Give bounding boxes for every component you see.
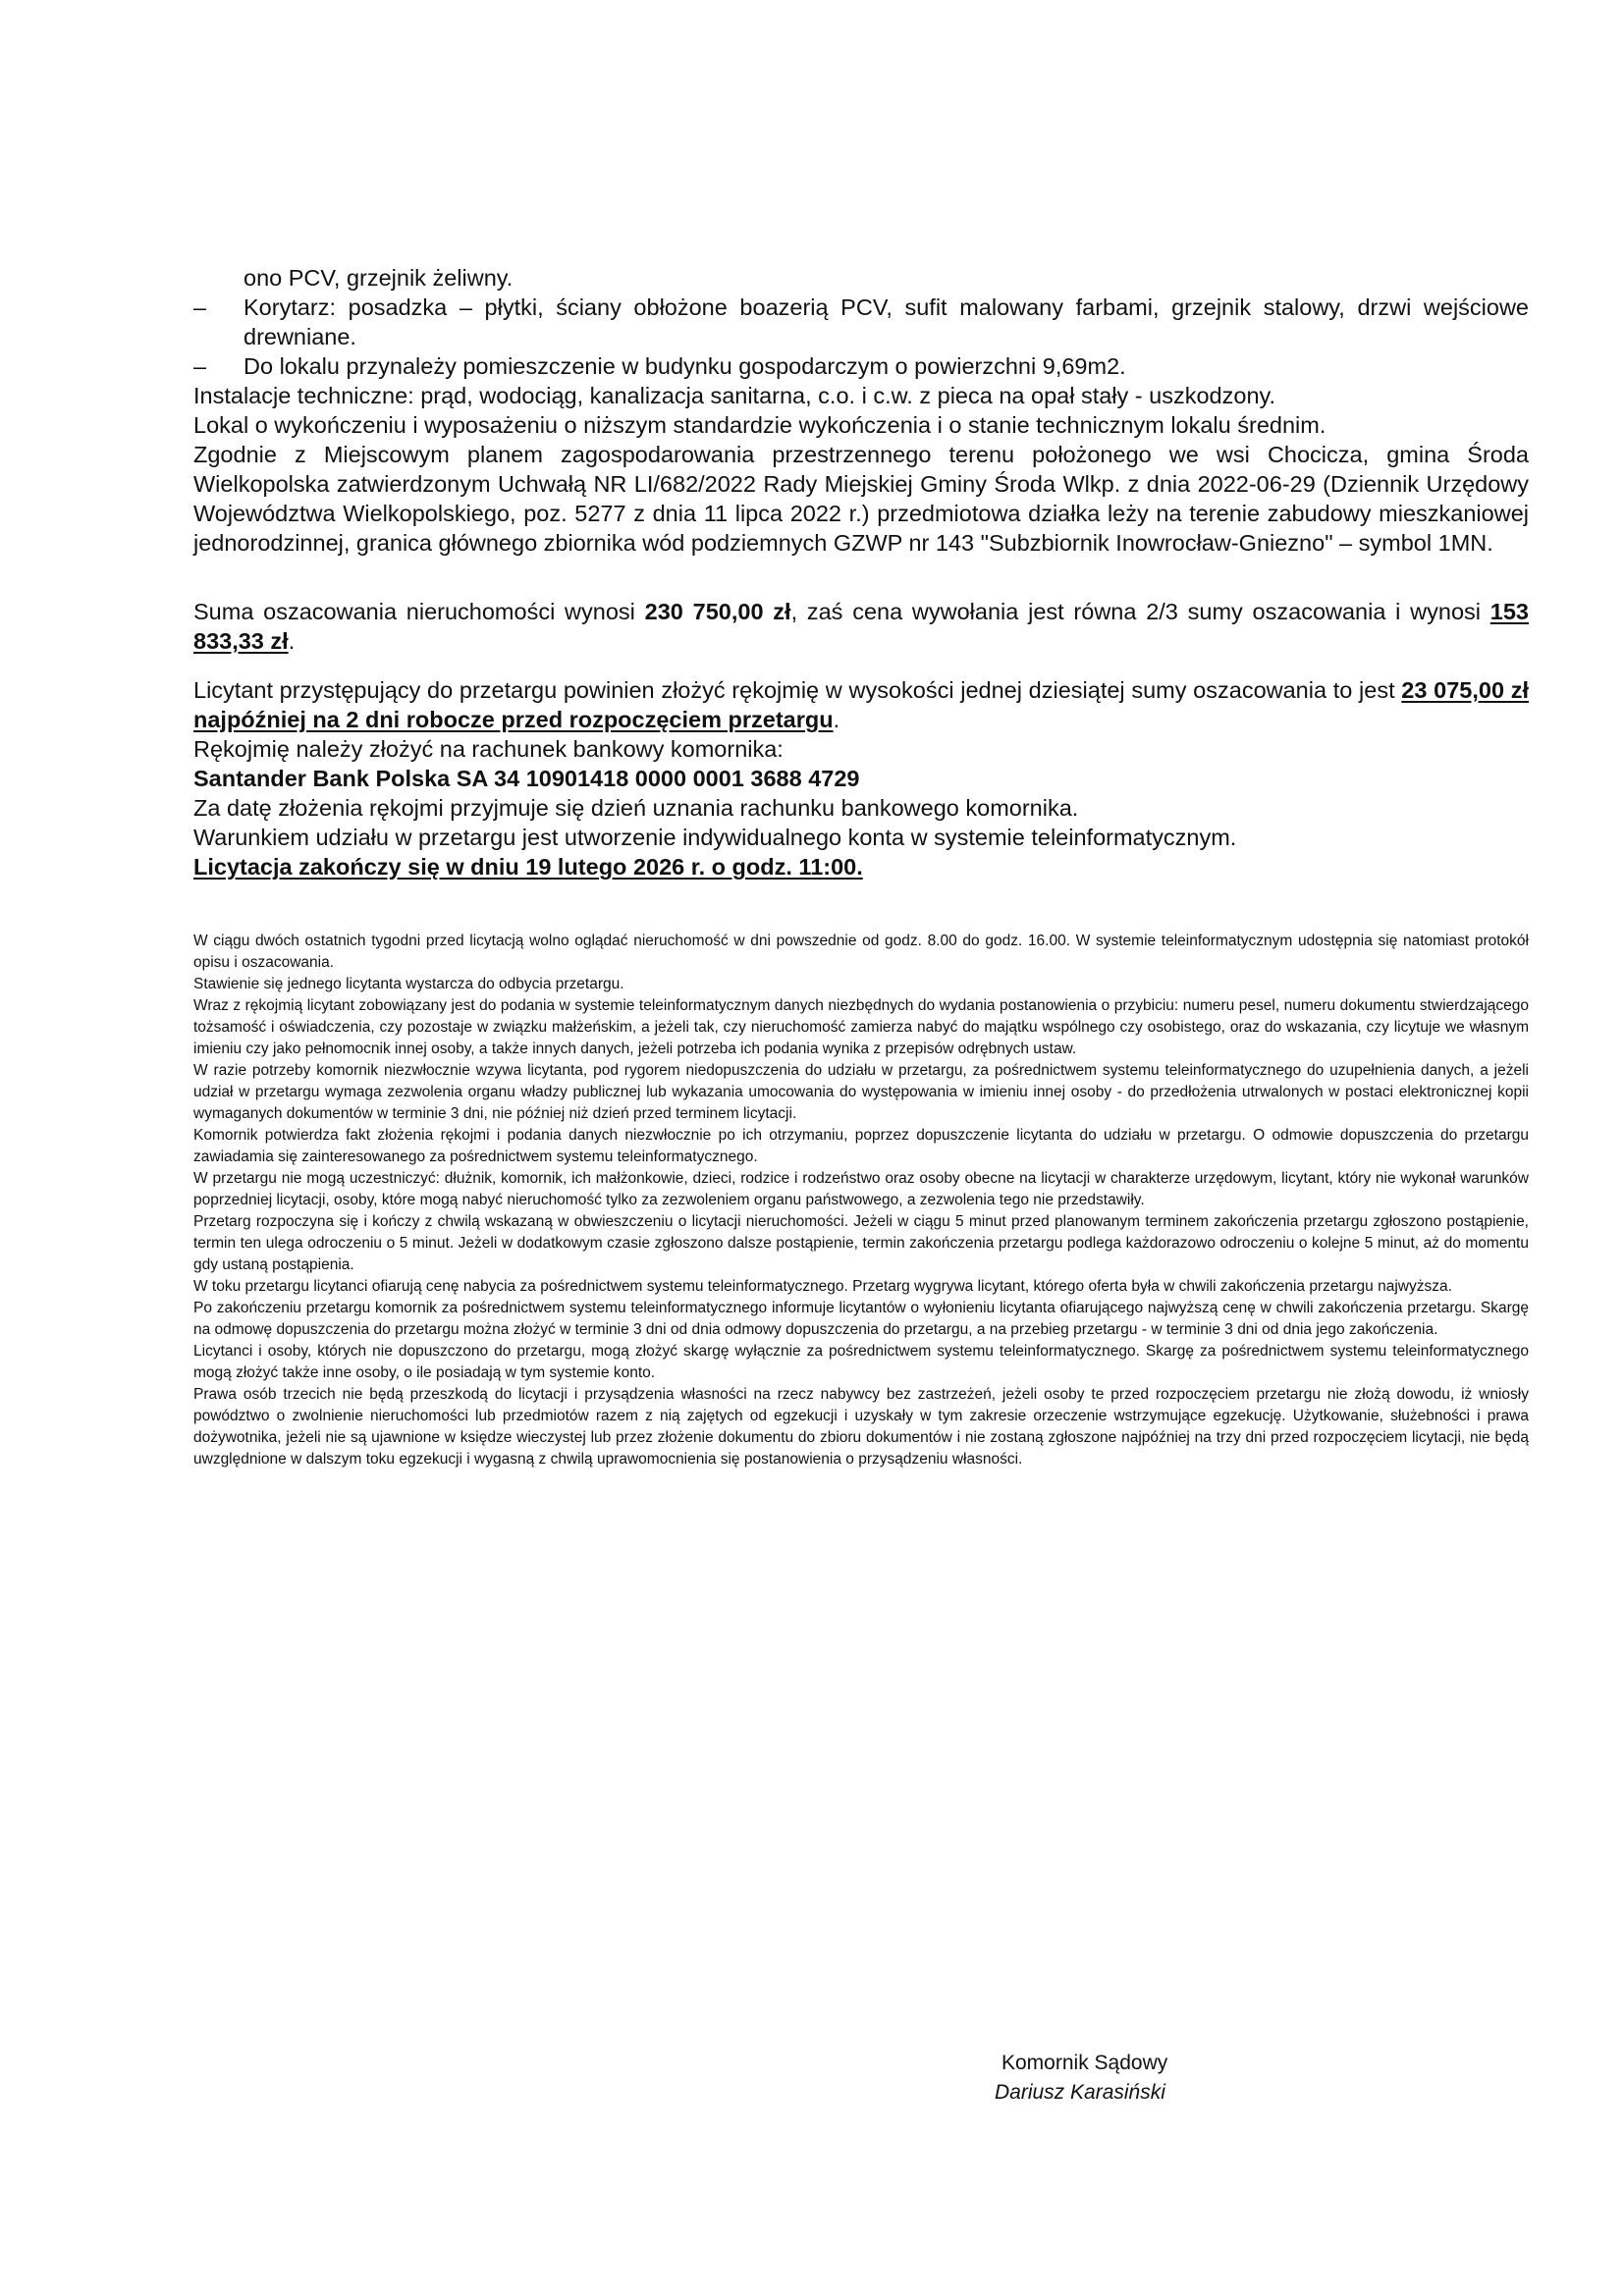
bullet-item-storage — [193, 351, 1529, 381]
valuation-paragraph — [193, 597, 1529, 656]
valuation-section — [193, 597, 1529, 656]
dash-bullet-icon: – — [193, 353, 207, 379]
deposit-text-after: . — [833, 707, 840, 732]
deposit-paragraph — [193, 675, 1529, 734]
deposit-section — [193, 675, 1529, 881]
term-paragraph: W toku przetargu licytanci ofiarują cenę nabycia za pośrednictwem systemu teleinformatycznego. Przetarg wygrywa licytant, którego oferta była w chwili zakończenia przetargu najwyższa. — [193, 1278, 1452, 1295]
standard-text: Lokal o wykończeniu i wyposażeniu o niższym standardzie wykończenia i o stanie technicznym lokalu średnim. — [193, 412, 1326, 438]
property-description — [193, 263, 1529, 558]
account-intro: Rękojmię należy złożyć na rachunek bankowy komornika: — [193, 736, 784, 762]
term-paragraph: W ciągu dwóch ostatnich tygodni przed licytacją wolno oglądać nieruchomość w dni powszednie od godz. 8.00 do godz. 16.00. W systemie teleinformatycznym udostępnia się natomiast protokół opisu i oszacowania. — [193, 933, 1529, 971]
deposit-date-rule: Za datę złożenia rękojmi przyjmuje się dzień uznania rachunku bankowego komornika. — [193, 795, 1079, 821]
valuation-text-before: Suma oszacowania nieruchomości wynosi — [193, 599, 645, 624]
valuation-text-after: . — [288, 628, 296, 654]
starting-price: 153 833,33 zł — [193, 599, 1529, 654]
term-paragraph: Stawienie się jednego licytanta wystarcza do odbycia przetargu. — [193, 976, 624, 992]
participation-rule: Warunkiem udziału w przetargu jest utworzenie indywidualnego konta w systemie teleinformatycznym. — [193, 825, 1237, 850]
auction-terms — [193, 931, 1529, 1470]
signature-block — [995, 2049, 1168, 2108]
auction-end-date: Licytacja zakończy się w dniu 19 lutego 2026 r. o godz. 11:00. — [193, 854, 863, 880]
deposit-terms: 23 075,00 zł najpóźniej na 2 dni robocze przed rozpoczęciem przetargu — [193, 677, 1529, 732]
description-continuation: ono PCV, grzejnik żeliwny. — [244, 265, 514, 291]
term-paragraph: Przetarg rozpoczyna się i kończy z chwilą wskazaną w obwieszczeniu o licytacji nieruchomości. Jeżeli w ciągu 5 minut przed planowanym terminem zakończenia przetargu zgłoszono postąpienie, termin ten ulega odroczeniu o 5 minut. Jeżeli w dodatkowym czasie zgłoszono dalsze postąpienie, termin zakończenia przetargu podlega każdorazowo odroczeniu o kolejne 5 minut, aż do momentu gdy ustaną postąpienia. — [193, 1213, 1529, 1273]
deposit-text-before: Licytant przystępujący do przetargu powinien złożyć rękojmię w wysokości jednej dziesiątej sumy oszacowania to jest — [193, 677, 1402, 703]
estimate-amount: 230 750,00 zł — [644, 599, 791, 624]
term-paragraph: Prawa osób trzecich nie będą przeszkodą do licytacji i przysądzenia własności na rzecz nabywcy bez zastrzeżeń, jeżeli osoby te przed rozpoczęciem przetargu nie złożą dowodu, iż wniosły powództwo o zwolnienie nieruchomości lub przedmiotów razem z nią zajętych od egzekucji i uzyskały w tym zakresie orzeczenie wstrzymujące egzekucję. Użytkowanie, służebności i prawa dożywotnika, jeżeli nie są ujawnione w księdze wieczystej lub przez złożenie dokumentu do zbioru dokumentów i nie zostaną zgłoszone najpóźniej na trzy dni przed rozpoczęciem licytacji, nie będą uwzględnione w dalszym toku egzekucji i wygasną z chwilą uprawomocnienia się postanowienia o przysądzeniu własności. — [193, 1386, 1529, 1468]
term-paragraph: W razie potrzeby komornik niezwłocznie wzywa licytanta, pod rygorem niedopuszczenia do udziału w przetargu, za pośrednictwem systemu teleinformatycznego do uzupełnienia danych, a jeżeli udział w przetargu wymaga zezwolenia organu władzy publicznej lub wykazania umocowania do występowania w imieniu innej osoby - do przedłożenia utrwalonych w postaci elektronicznej kopii wymaganych dokumentów w terminie 3 dni, nie później niż dzień przed terminem licytacji. — [193, 1062, 1529, 1122]
zoning-text: Zgodnie z Miejscowym planem zagospodarowania przestrzennego terenu położonego we wsi Chocicza, gmina Środa Wielkopolska zatwierdzonym Uchwałą NR LI/682/2022 Rady Miejskiej Gminy Środa Wlkp. z dnia 2022-06-29 (Dziennik Urzędowy Województwa Wielkopolskiego, poz. 5277 z dnia 11 lipca 2022 r.) przedmiotowa działka leży na terenie zabudowy mieszkaniowej jednorodzinnej, granica głównego zbiornika wód podziemnych GZWP nr 143 "Subzbiornik Inowrocław-Gniezno" – symbol 1MN. — [193, 442, 1529, 556]
term-paragraph: Po zakończeniu przetargu komornik za pośrednictwem systemu teleinformatycznego informuje licytantów o wyłonieniu licytanta ofiarującego najwyższą cenę w chwili zakończenia przetargu. Skargę na odmowę dopuszczenia do przetargu można złożyć w terminie 3 dni od dnia odmowy dopuszczenia do przetargu, a na przebieg przetargu - w terminie 3 dni od dnia jego zakończenia. — [193, 1300, 1529, 1338]
term-paragraph: W przetargu nie mogą uczestniczyć: dłużnik, komornik, ich małżonkowie, dzieci, rodzice i rodzeństwo oraz osoby obecne na licytacji w charakterze urzędowym, licytant, który nie wykonał warunków poprzedniej licytacji, osoby, które mogą nabyć nieruchomość tylko za zezwoleniem organu państwowego, a zezwolenia tego nie przedstawiły. — [193, 1170, 1529, 1208]
dash-bullet-icon: – — [193, 294, 207, 320]
bullet-text: Do lokalu przynależy pomieszczenie w budynku gospodarczym o powierzchni 9,69m2. — [244, 353, 1126, 379]
signature-name: Dariusz Karasiński — [995, 2081, 1165, 2104]
bullet-item-corridor — [193, 293, 1529, 351]
term-paragraph: Komornik potwierdza fakt złożenia rękojmi i podania danych niezwłocznie po ich otrzymaniu, poprzez dopuszczenie licytanta do udziału w przetargu. O odmowie dopuszczenia do przetargu zawiadamia się zainteresowanego za pośrednictwem systemu teleinformatycznego. — [193, 1127, 1529, 1165]
term-paragraph: Wraz z rękojmią licytant zobowiązany jest do podania w systemie teleinformatycznym danych niezbędnych do wydania postanowienia o przybiciu: numeru pesel, numeru dokumentu stwierdzającego tożsamość i oświadczenia, czy pozostaje w związku małżeńskim, a jeżeli tak, czy nieruchomość zamierza nabyć do majątku wspólnego czy osobistego, oraz do wskazania, czy licytuje we własnym imieniu czy jako pełnomocnik innej osoby, a także innych danych, jeżeli potrzeba ich podania wynika z przepisów odrębnych ustaw. — [193, 997, 1529, 1057]
bullet-text: Korytarz: posadzka – płytki, ściany obłożone boazerią PCV, sufit malowany farbami, grzejnik stalowy, drzwi wejściowe drewniane. — [244, 294, 1529, 349]
document-page — [193, 263, 1529, 1470]
term-paragraph: Licytanci i osoby, których nie dopuszczono do przetargu, mogą złożyć skargę wyłącznie za pośrednictwem systemu teleinformatycznego. Skargę za pośrednictwem systemu teleinformatycznego mogą złożyć także inne osoby, o ile posiadają w tym systemie konto. — [193, 1343, 1529, 1381]
bank-account: Santander Bank Polska SA 34 10901418 0000 0001 3688 4729 — [193, 766, 860, 791]
signature-title: Komornik Sądowy — [1001, 2052, 1168, 2074]
valuation-text-middle: , zaś cena wywołania jest równa 2/3 sumy oszacowania i wynosi — [790, 599, 1490, 624]
installations-text: Instalacje techniczne: prąd, wodociąg, kanalizacja sanitarna, c.o. i c.w. z pieca na opał stały - uszkodzony. — [193, 383, 1276, 408]
